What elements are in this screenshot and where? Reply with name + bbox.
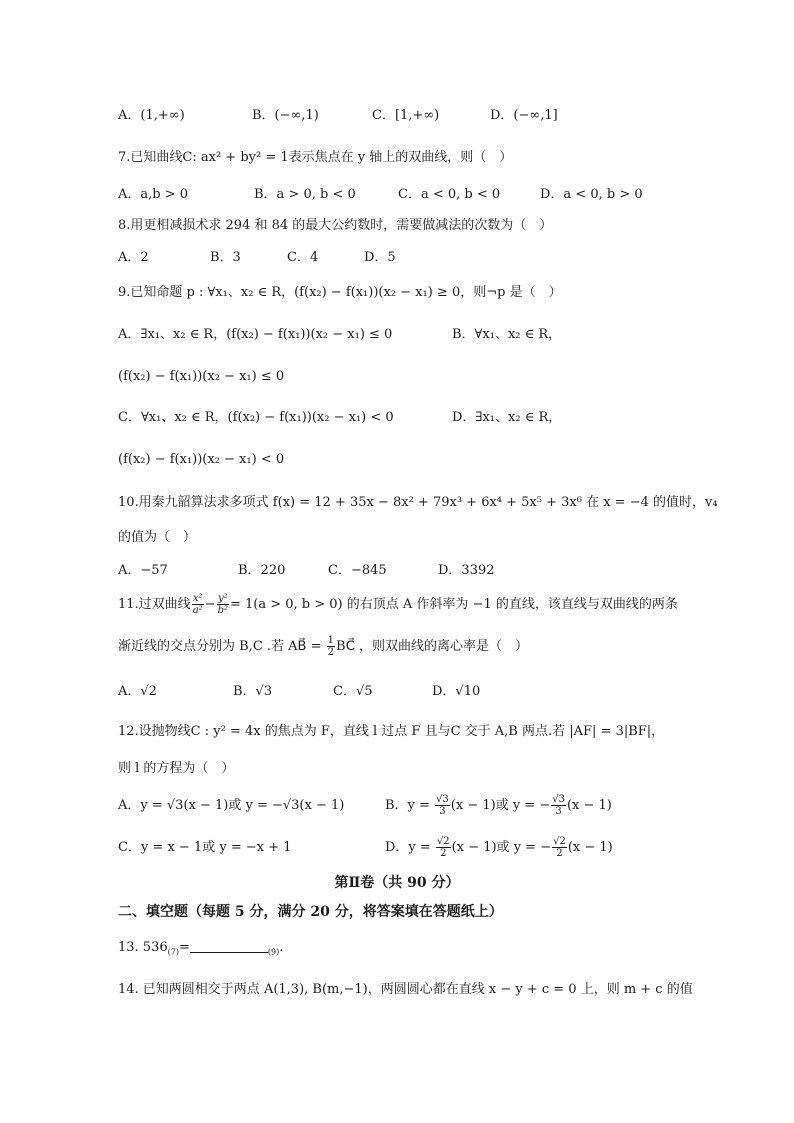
q7-option-b: B．a > 0, b < 0 <box>254 187 356 202</box>
q8-option-a: A．2 <box>118 250 149 265</box>
q14-stem: 14. 已知两圆相交于两点 A(1,3), B(m,−1)，两圆圆心都在直线 x − y + c = 0 上，则 m + c 的值 <box>118 982 693 997</box>
q10-stem-cont: 的值为（ ） <box>118 530 197 545</box>
q9-option-b: B．∀x₁、x₂ ∈ R， <box>452 327 562 342</box>
section-heading: 二、填空题（每题 5 分，满分 20 分，将答案填在答题纸上） <box>118 904 503 920</box>
q7-option-a: A．a,b > 0 <box>118 187 189 202</box>
q6-option-a: A．(1,+∞) <box>118 108 185 123</box>
q11-frac-x: $\frac{\text{x²}}{\text{a²}}$ <box>192 593 203 616</box>
q12-option-b: B．y = $\frac{√3}{3}$ (x − 1)或 y = − $\frac{√3}{3}$ (x − 1) <box>385 794 612 817</box>
q10-option-b: B．220 <box>238 563 286 578</box>
q12-stem-cont: 则 l 的方程为（ ） <box>118 761 235 776</box>
q6-option-b: B．(−∞,1) <box>252 108 319 123</box>
q6-option-c: C．[1,+∞) <box>372 108 440 123</box>
q11-frac-half: $\frac{1}{2}$ <box>327 635 335 658</box>
q11-stem <box>118 592 678 618</box>
q12-stem: 12.设抛物线C : y² = 4x 的焦点为 F，直线 l 过点 F 且与C 交于 A,B 两点.若 |AF| = 3|BF|， <box>118 724 665 739</box>
q10-option-a: A．−57 <box>118 563 168 578</box>
q8-stem: 8.用更相减损术求 294 和 84 的最大公约数时，需要做减法的次数为（ ） <box>118 218 553 233</box>
q7-option-c: C．a < 0, b < 0 <box>398 187 501 202</box>
q11-stem2-pre: 渐近线的交点分别为 B,C .若 AB⃗ = <box>118 639 326 654</box>
q11-stem-cont <box>118 634 528 660</box>
q11-frac-y: $\frac{\text{y²}}{\text{b²}}$ <box>217 593 228 616</box>
q11-option-a: A．√2 <box>118 684 157 699</box>
q9-option-b-cont: (f(x₂) − f(x₁))(x₂ − x₁) ≤ 0 <box>118 369 285 384</box>
q9-option-d-cont: (f(x₂) − f(x₁))(x₂ − x₁) < 0 <box>118 452 285 467</box>
q7-stem: 7.已知曲线C: ax² + by² = 1表示焦点在 y 轴上的双曲线，则（ ） <box>118 150 513 165</box>
q10-option-c: C．−845 <box>328 563 387 578</box>
q11-minus: − <box>204 597 216 612</box>
q6-option-d: D．(−∞,1] <box>490 108 558 123</box>
q8-option-b: B．3 <box>210 250 241 265</box>
q11-option-c: C．√5 <box>333 684 373 699</box>
q8-option-d: D．5 <box>364 250 396 265</box>
q11-stem-pre: 11.过双曲线 <box>118 597 191 612</box>
section-title: 第Ⅱ卷（共 90 分） <box>334 875 460 891</box>
q9-option-d: D．∃x₁、x₂ ∈ R， <box>452 410 562 425</box>
q11-option-d: D．√10 <box>432 684 481 699</box>
q9-option-c: C．∀x₁、x₂ ∈ R，(f(x₂) − f(x₁))(x₂ − x₁) < 0 <box>118 410 394 425</box>
q11-stem-post: = 1(a > 0, b > 0) 的右顶点 A 作斜率为 −1 的直线，该直线与双曲线的两条 <box>230 597 678 612</box>
q8-option-c: C．4 <box>287 250 319 265</box>
q9-stem: 9.已知命题 p : ∀x₁、x₂ ∈ R，(f(x₂) − f(x₁))(x₂ − x₁) ≥ 0，则¬p 是（ ） <box>118 285 562 300</box>
q9-option-a: A．∃x₁、x₂ ∈ R，(f(x₂) − f(x₁))(x₂ − x₁) ≤ 0 <box>118 327 393 342</box>
q13-stem: 13. $536_{(7)}= _{(9)}$. <box>118 940 284 957</box>
q13-answer-blank[interactable] <box>190 938 268 953</box>
q12-option-a: A．y = √3(x − 1)或 y = −√3(x − 1) <box>118 798 345 813</box>
q12-option-c: C．y = x − 1或 y = −x + 1 <box>118 840 292 855</box>
q12-option-d: D．y = $\frac{√2}{2}$ (x − 1)或 y = − $\frac{√2}{2}$ (x − 1) <box>385 836 613 859</box>
q7-option-d: D．a < 0, b > 0 <box>540 187 643 202</box>
q11-stem2-post: BC⃗ ，则双曲线的离心率是（ ） <box>336 639 529 654</box>
q10-stem: 10.用秦九韶算法求多项式 f(x) = 12 + 35x − 8x² + 79x³ + 6x⁴ + 5x⁵ + 3x⁶ 在 x = −4 的值时，v₄ <box>118 495 718 510</box>
q11-option-b: B．√3 <box>233 684 273 699</box>
q10-option-d: D．3392 <box>438 563 495 578</box>
